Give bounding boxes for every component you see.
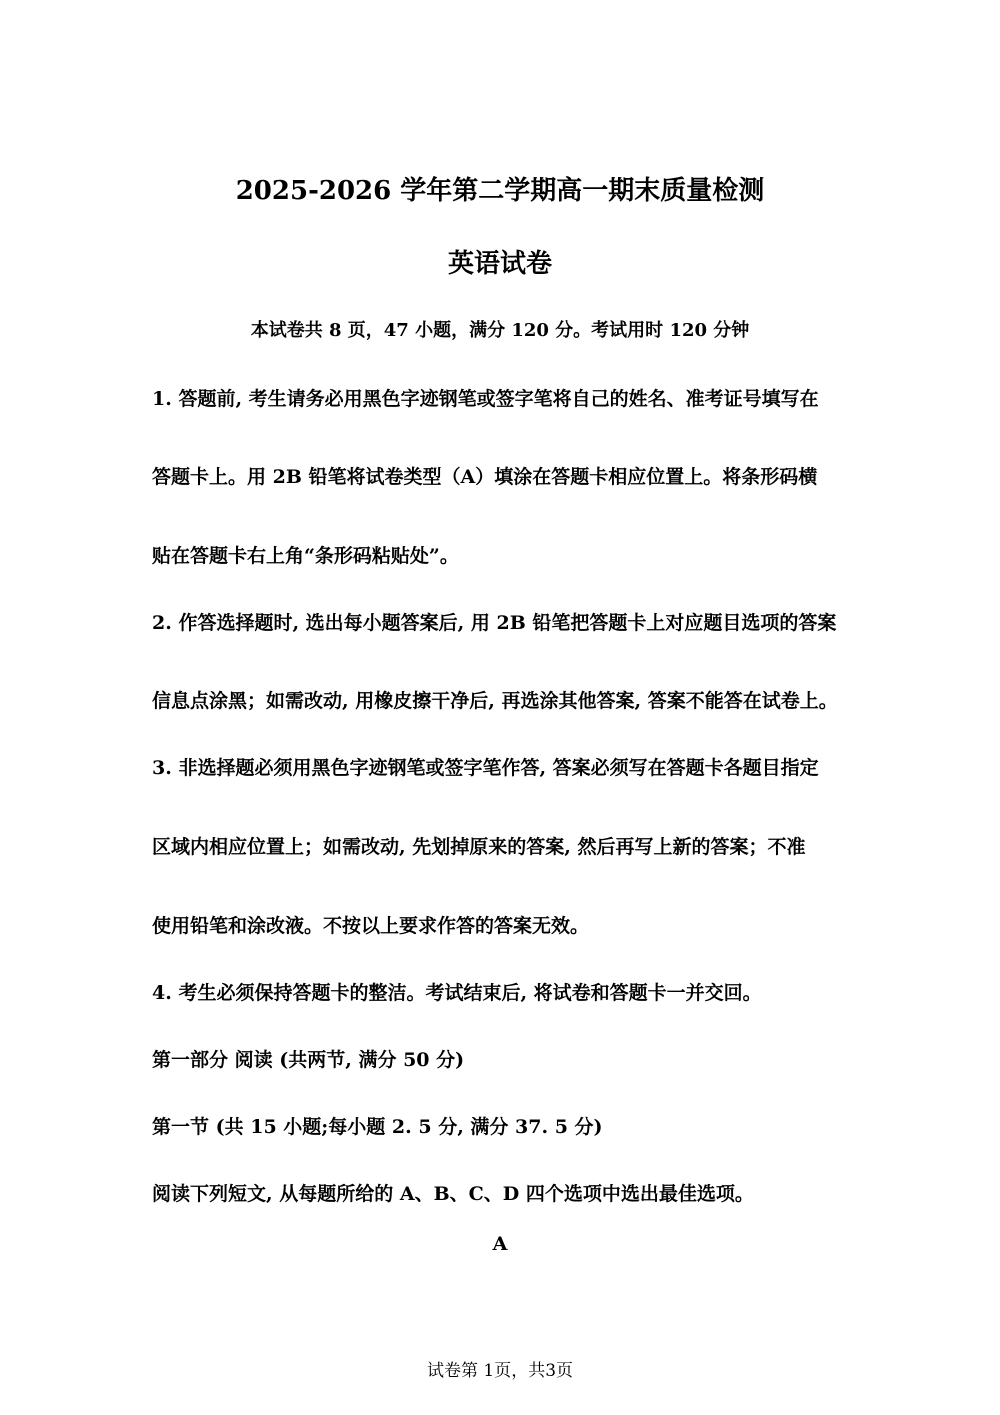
- instruction-line: 区域内相应位置上；如需改动, 先划掉原来的答案, 然后再写上新的答案；不准: [152, 836, 806, 858]
- part-heading: 第一部分 阅读 (共两节, 满分 50 分): [152, 1049, 465, 1071]
- instruction-line: 4. 考生必须保持答题卡的整洁。考试结束后, 将试卷和答题卡一并交回。: [152, 982, 762, 1004]
- instruction-line: 答题卡上。用 2B 铅笔将试卷类型（A）填涂在答题卡相应位置上。将条形码横: [152, 466, 818, 488]
- instruction-line: 使用铅笔和涂改液。不按以上要求作答的答案无效。: [152, 915, 590, 937]
- exam-title: 2025-2026 学年第二学期高一期末质量检测: [235, 176, 765, 206]
- page-footer: 试卷第 1页，共3页: [426, 1361, 574, 1381]
- section-instruction: 阅读下列短文, 从每题所给的 A、B、C、D 四个选项中选出最佳选项。: [152, 1183, 754, 1205]
- passage-label: A: [492, 1233, 508, 1255]
- instruction-line: 贴在答题卡右上角“条形码粘贴处”。: [152, 545, 459, 567]
- exam-info: 本试卷共 8 页，47 小题，满分 120 分。考试用时 120 分钟: [250, 320, 750, 341]
- instruction-line: 3. 非选择题必须用黑色字迹钢笔或签字笔作答, 答案必须写在答题卡各题目指定: [152, 757, 819, 779]
- instruction-line: 信息点涂黑；如需改动, 用橡皮擦干净后, 再选涂其他答案, 答案不能答在试卷上。: [152, 690, 838, 712]
- section-heading: 第一节 (共 15 小题;每小题 2. 5 分, 满分 37. 5 分): [152, 1116, 603, 1138]
- instruction-line: 1. 答题前, 考生请务必用黑色字迹钢笔或签字笔将自己的姓名、准考证号填写在: [152, 388, 819, 410]
- instruction-line: 2. 作答选择题时, 选出每小题答案后, 用 2B 铅笔把答题卡上对应题目选项的答案: [152, 612, 837, 634]
- exam-subtitle: 英语试卷: [447, 249, 552, 279]
